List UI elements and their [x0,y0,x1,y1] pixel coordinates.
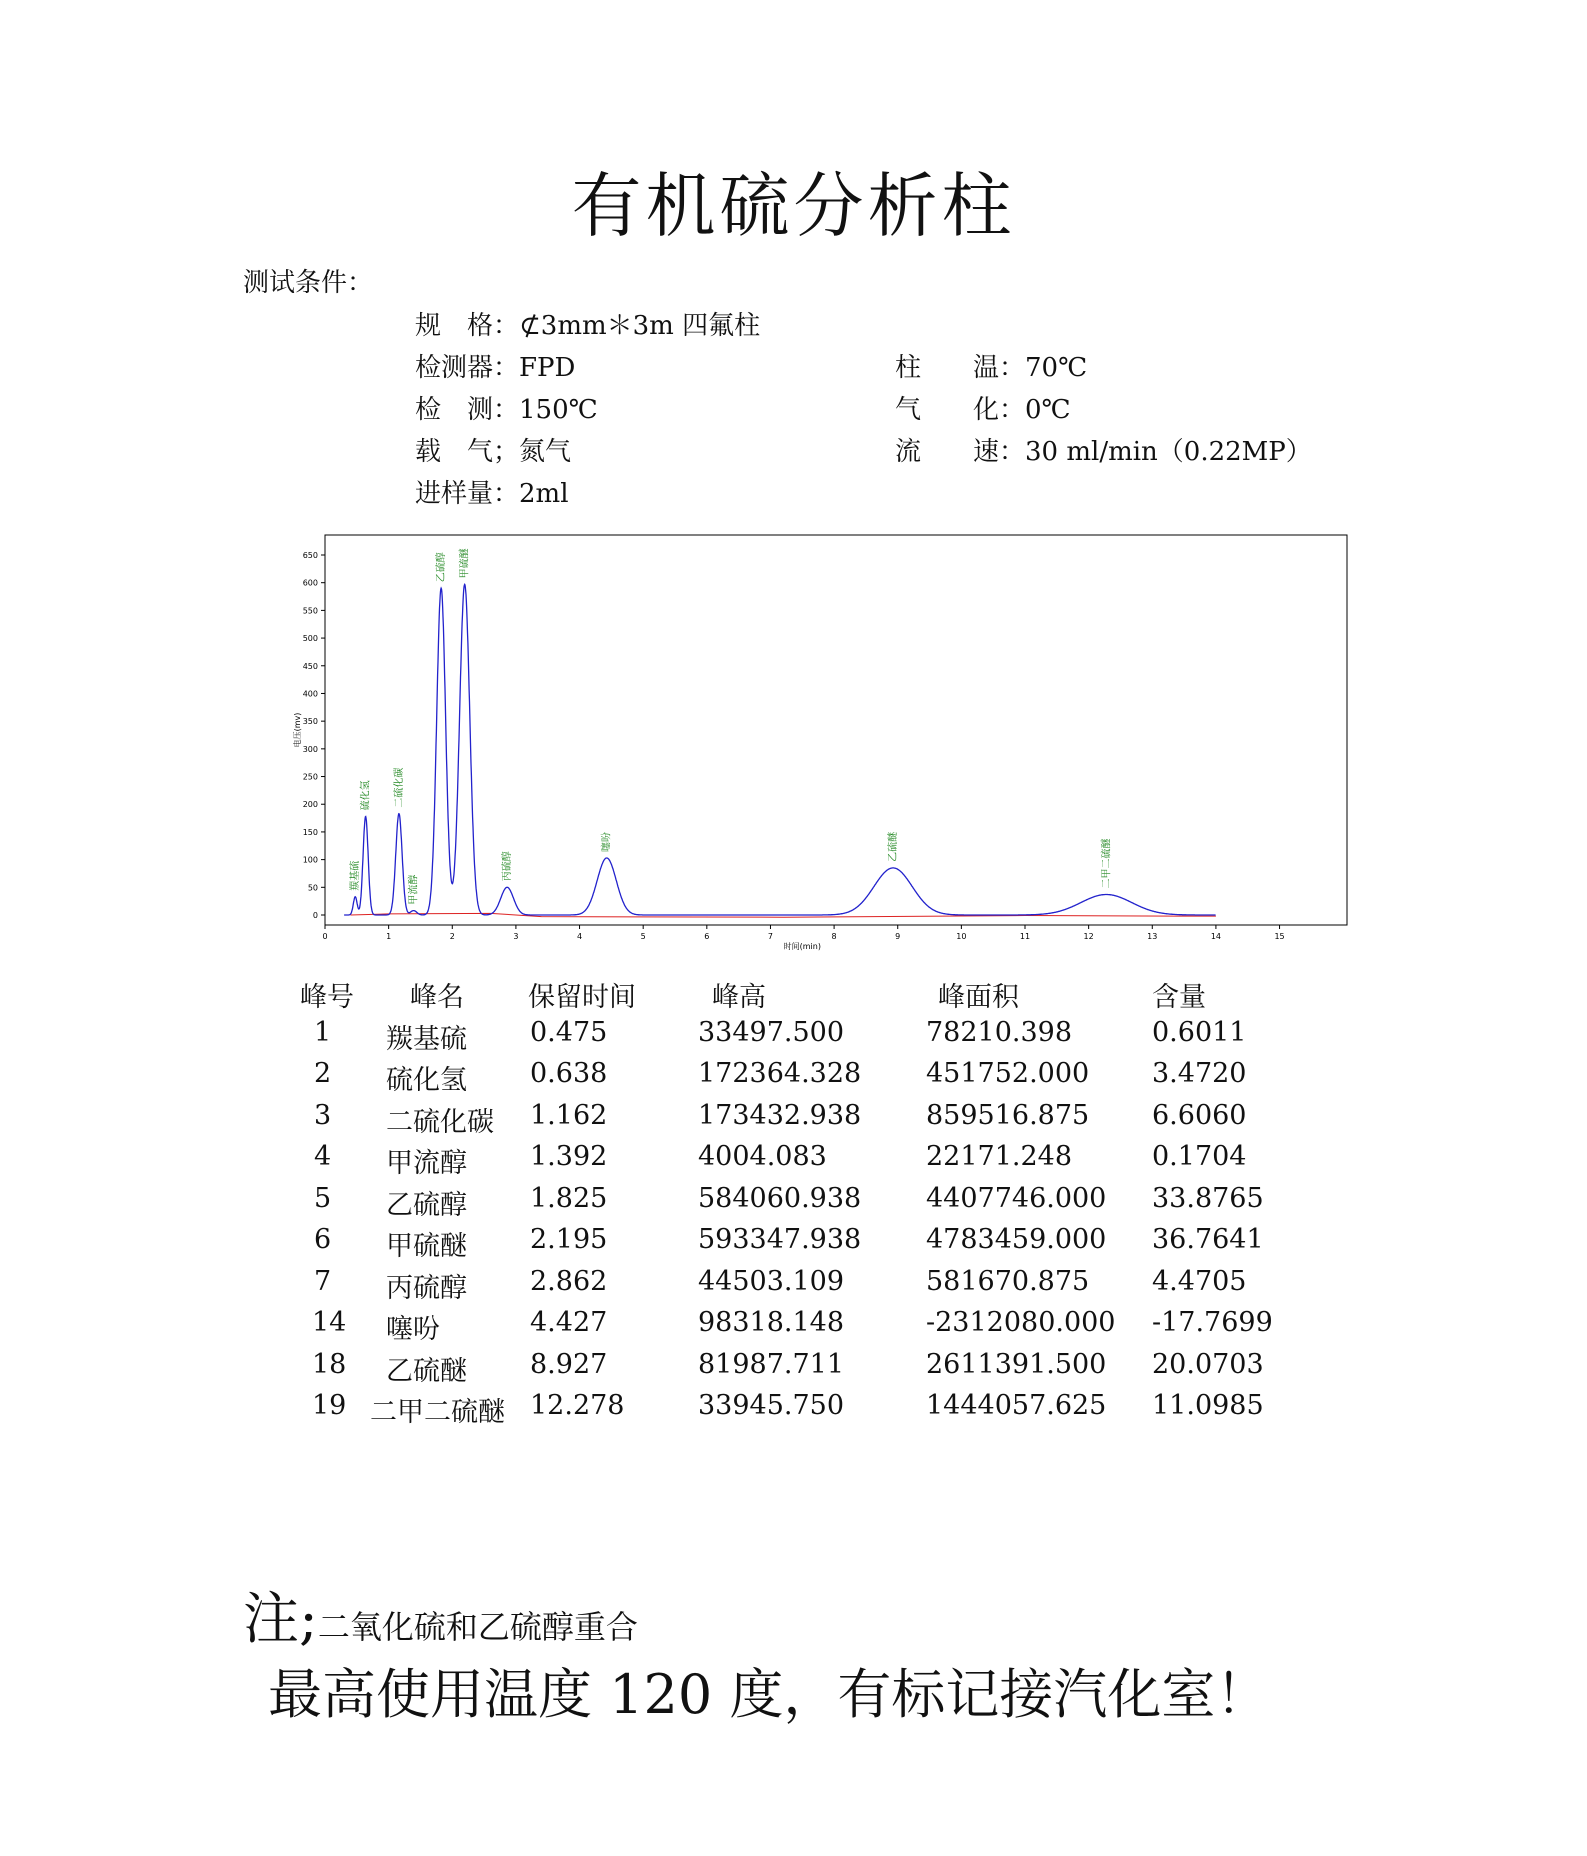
table-cell: 581670.875 [926,1265,1090,1297]
x-tick-label: 4 [576,932,583,941]
table-cell: 0.1704 [1152,1141,1247,1172]
table-cell: 二硫化碳 [386,1106,494,1138]
table-cell: 22171.248 [926,1141,1073,1172]
table-cell: 4407746.000 [926,1182,1107,1214]
carrier-line: 载 气；氮气 [415,437,572,467]
x-tick-label: 13 [1147,932,1158,941]
table-cell: 172364.328 [698,1058,862,1089]
table-cell: 11.0985 [1152,1390,1264,1421]
x-tick-label: 2 [449,932,455,941]
table-cell: 8.927 [530,1348,608,1380]
table-cell: 4783459.000 [926,1224,1107,1255]
table-cell: 451752.000 [926,1058,1090,1089]
table-cell: 36.7641 [1152,1224,1264,1255]
y-tick-label: 300 [302,744,318,754]
y-tick-label: 600 [302,578,318,588]
peak-label: 二硫化碳 [393,767,405,808]
table-cell: 噻吩 [386,1314,440,1345]
flow-line: 流 速：30 ml/min（0.22MP） [895,437,1312,467]
page-title: 有机硫分析柱 [571,165,1016,247]
y-tick-label: 550 [302,606,318,616]
y-tick-label: 100 [302,855,318,865]
y-tick-label: 450 [302,661,318,671]
table-cell: -17.7699 [1152,1307,1273,1338]
table-cell: 1.392 [530,1141,608,1172]
table-cell: 12.278 [530,1390,625,1421]
table-cell: 羰基硫 [386,1023,467,1055]
chromatogram-svg [290,528,1350,958]
peak-label: 二甲二硫醚 [1101,838,1113,889]
table-cell: 173432.938 [698,1099,862,1131]
table-cell: 0.475 [530,1016,608,1048]
y-tick-label: 500 [302,634,318,644]
table-cell: 593347.938 [698,1224,862,1255]
table-header-cell: 保留时间 [528,982,636,1013]
table-cell: 3 [314,1099,332,1131]
table-cell: 0.6011 [1152,1016,1247,1048]
y-tick-label: 250 [302,772,318,782]
note-prefix: 注; [243,1587,318,1652]
plot-frame [325,535,1347,925]
peak-label: 噻吩 [601,831,613,852]
note-text: 二氧化硫和乙硫醇重合 [317,1608,638,1646]
table-cell: 硫化氢 [386,1065,467,1096]
table-cell: 33945.750 [698,1390,845,1421]
table-header-cell: 峰高 [712,982,766,1013]
y-tick-label: 0 [312,911,318,920]
table-cell: 81987.711 [698,1348,845,1380]
x-tick-label: 10 [956,932,967,941]
table-cell: 2611391.500 [926,1348,1107,1380]
table-cell: 6.6060 [1152,1099,1247,1131]
x-tick-label: 11 [1019,932,1031,941]
table-cell: 33.8765 [1152,1182,1264,1214]
table-cell: 1 [314,1016,332,1048]
table-cell: 33497.500 [698,1016,845,1048]
vaporize-line: 气 化：0℃ [895,395,1071,425]
table-cell: 4.4705 [1152,1265,1247,1297]
x-tick-label: 9 [895,932,901,941]
table-cell: 2 [314,1058,332,1089]
peak-label: 甲流醇 [408,874,420,905]
table-cell: 4 [314,1141,332,1172]
note [243,1575,638,1655]
peak-label: 乙硫醚 [888,831,900,862]
table-cell: 18 [312,1348,347,1380]
table-cell: 19 [312,1390,347,1421]
y-tick-label: 50 [307,883,318,893]
table-cell: 1444057.625 [926,1390,1107,1421]
table-cell: 5 [314,1182,332,1214]
x-tick-label: 7 [767,932,774,941]
column-temp-line: 柱 温：70℃ [895,353,1088,383]
table-header-cell: 峰面积 [938,982,1019,1013]
spec-line: 规 格：⊄3mm＊3m 四氟柱 [415,311,761,341]
detector-line: 检测器：FPD [415,353,576,383]
table-header-cell: 峰名 [410,982,464,1013]
table-cell: 甲硫醚 [386,1231,467,1262]
y-tick-label: 150 [302,827,318,837]
table-header-cell: 含量 [1152,982,1206,1013]
table-cell: 4.427 [530,1307,608,1338]
x-tick-label: 0 [322,932,328,941]
table-cell: 78210.398 [926,1016,1073,1048]
x-tick-label: 3 [513,932,519,941]
peak-label: 丙硫醇 [502,851,514,882]
table-cell: 2.862 [530,1265,608,1297]
table-cell: 98318.148 [698,1307,845,1338]
conditions-heading: 测试条件： [243,268,374,298]
table-cell: 1.162 [530,1099,608,1131]
chromatogram [290,528,1350,958]
x-axis-label: 时间(min) [783,942,821,951]
table-cell: 859516.875 [926,1099,1090,1131]
x-tick-label: 1 [386,932,392,941]
detect-temp-line: 检 测：150℃ [415,395,598,425]
x-tick-label: 6 [704,932,710,941]
table-cell: 2.195 [530,1224,608,1255]
table-cell: 甲流醇 [386,1148,467,1179]
table-cell: 乙硫醇 [386,1189,467,1221]
y-tick-label: 400 [302,689,318,699]
table-cell: 6 [314,1224,332,1255]
table-cell: 丙硫醇 [386,1272,467,1304]
table-cell: 14 [312,1307,347,1338]
table-cell: 0.638 [530,1058,608,1089]
y-axis-label: 电压(mv) [293,712,302,748]
table-cell: 乙硫醚 [386,1355,467,1387]
table-cell: 584060.938 [698,1182,862,1214]
table-cell: 7 [314,1265,332,1297]
peak-label: 羰基硫 [350,860,362,891]
x-tick-label: 5 [640,932,646,941]
x-tick-label: 8 [831,932,837,941]
table-cell: 3.4720 [1152,1058,1247,1089]
peak-label: 甲硫醚 [459,548,471,579]
table-cell: 1.825 [530,1182,608,1214]
x-tick-label: 12 [1083,932,1094,941]
peak-label: 硫化氢 [360,780,372,811]
y-tick-label: 650 [302,551,318,560]
y-tick-label: 350 [302,717,318,727]
table-cell: 二甲二硫醚 [370,1397,505,1428]
table-cell: 44503.109 [698,1265,845,1297]
warning-text: 最高使用温度 120 度，有标记接汽化室！ [268,1663,1270,1726]
x-tick-label: 14 [1210,932,1222,941]
x-tick-label: 15 [1274,932,1285,941]
y-tick-label: 200 [302,800,318,810]
peak-label: 乙硫醇 [436,552,448,583]
injection-line: 进样量：2ml [415,479,569,509]
signal-trace [344,584,1216,915]
table-cell: 20.0703 [1152,1348,1264,1380]
table-cell: 4004.083 [698,1141,827,1172]
table-header-cell: 峰号 [300,982,354,1013]
table-cell: -2312080.000 [926,1307,1116,1338]
